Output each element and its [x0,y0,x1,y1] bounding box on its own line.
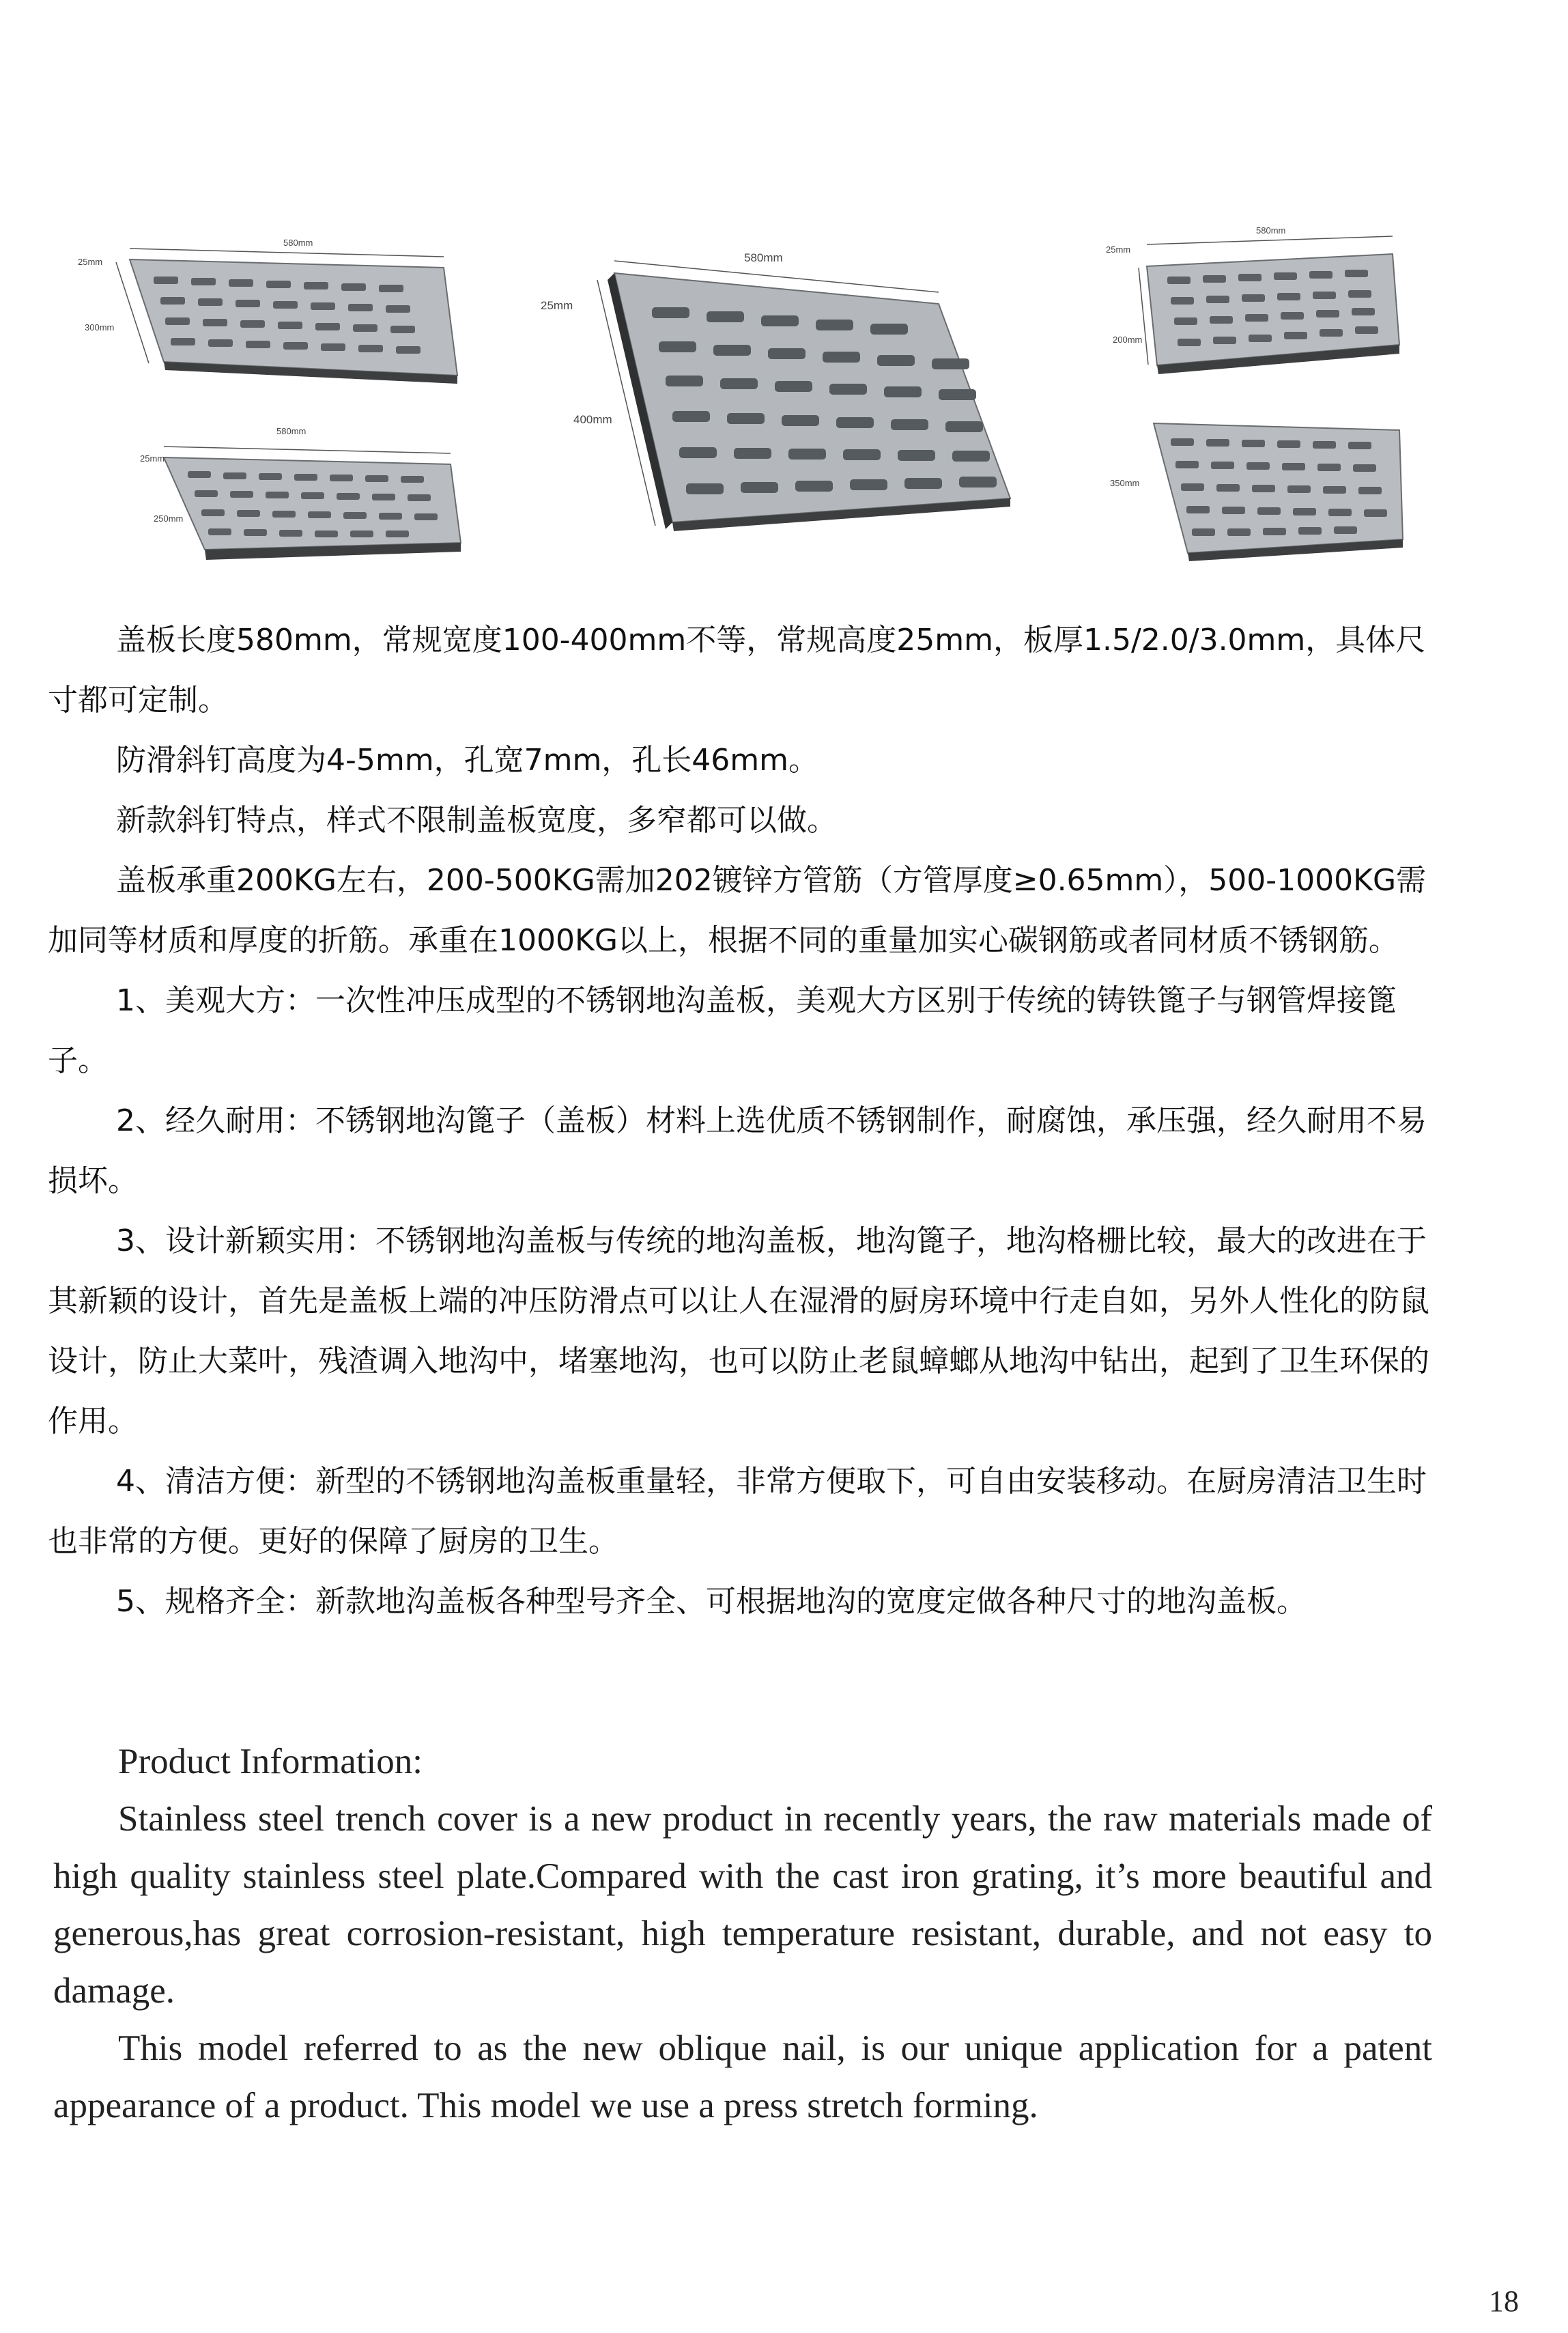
width-label: 200mm [1113,335,1143,345]
zh-paragraph-feature-4: 4、清洁方便：新型的不锈钢地沟盖板重量轻，非常方便取下，可自由安装移动。在厨房清洁卫生时也非常的方便。更好的保障了厨房的卫生。 [48,1464,1427,1559]
trench-cover-250mm-graphic [89,430,471,567]
width-label: 300mm [85,322,115,333]
english-description [53,1733,1432,2134]
width-label: 400mm [573,413,612,426]
length-label: 580mm [744,251,783,264]
trench-cover-image-200mm [1058,225,1413,382]
product-information-heading: Product Information: [118,1742,423,1781]
zh-paragraph-nail-feature: 新款斜钉特点，样式不限制盖板宽度，多窄都可以做。 [116,803,837,838]
product-image-strip [61,225,1420,580]
en-paragraph-overview: Stainless steel trench cover is a new product in recently years, the raw materials made of high quality stainless steel plate.Compared with the cast iron grating, it’s more beautiful and generous,has great corrosion-resistant, high temperature resistant, durable, and not easy to damage. [53,1799,1432,2011]
width-label: 250mm [154,513,184,524]
trench-cover-400mm-graphic [539,253,1058,539]
zh-paragraph-nail-specs: 防滑斜钉高度为4-5mm，孔宽7mm，孔长46mm。 [116,743,819,778]
zh-paragraph-feature-1: 1、美观大方：一次性冲压成型的不锈钢地沟盖板，美观大方区别于传统的铸铁篦子与钢管焊接篦子。 [48,983,1397,1078]
trench-cover-image-350mm [1058,410,1413,567]
trench-cover-300mm-graphic [89,239,471,389]
en-paragraph-model: This model referred to as the new oblique nail, is our unique application for a patent appearance of a product. This model we use a press stretch forming. [53,2028,1432,2125]
height-label: 25mm [541,299,573,312]
trench-cover-image-300mm [78,238,471,389]
trench-cover-image-400mm [539,253,1058,539]
zh-paragraph-feature-2: 2、经久耐用：不锈钢地沟篦子（盖板）材料上选优质不锈钢制作，耐腐蚀，承压强，经久耐用不易损坏。 [48,1103,1427,1198]
zh-paragraph-dimensions: 盖板长度580mm，常规宽度100-400mm不等，常规高度25mm，板厚1.5/2.0/3.0mm，具体尺寸都可定制。 [48,623,1426,718]
zh-paragraph-feature-5: 5、规格齐全：新款地沟盖板各种型号齐全、可根据地沟的宽度定做各种尺寸的地沟盖板。 [116,1584,1307,1619]
height-label: 25mm [78,257,103,267]
length-label: 580mm [283,238,313,248]
width-label: 350mm [1110,478,1140,488]
zh-paragraph-load-capacity: 盖板承重200KG左右，200-500KG需加202镀锌方管筋（方管厚度≥0.65mm），500-1000KG需加同等材质和厚度的折筋。承重在1000KG以上，根据不同的重量加实心碳钢筋或者同材质不锈钢筋。 [48,863,1427,958]
height-label: 25mm [1106,244,1131,255]
height-label: 25mm [140,453,165,464]
length-label: 580mm [276,426,307,436]
chinese-description [48,610,1440,1632]
trench-cover-image-250mm [89,426,471,567]
trench-cover-350mm-graphic [1058,410,1413,567]
zh-paragraph-feature-3: 3、设计新颖实用：不锈钢地沟盖板与传统的地沟盖板，地沟篦子，地沟格栅比较，最大的改进在于其新颖的设计，首先是盖板上端的冲压防滑点可以让人在湿滑的厨房环境中行走自如，另外人性化的防鼠设计，防止大菜叶，残渣调入地沟中，堵塞地沟，也可以防止老鼠蟑螂从地沟中钻出，起到了卫生环保的作用。 [48,1224,1429,1439]
page-number: 18 [1489,2285,1519,2318]
length-label: 580mm [1256,225,1286,236]
